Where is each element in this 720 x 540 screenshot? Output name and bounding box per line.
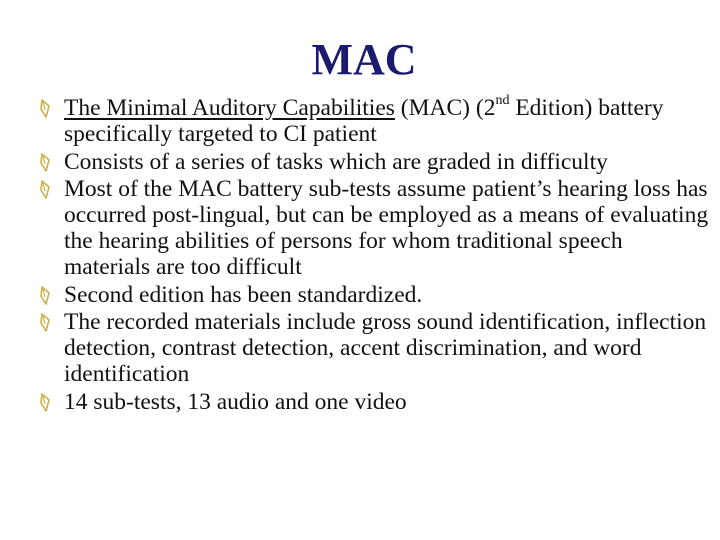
- bullet-text: Consists of a series of tasks which are graded in difficulty: [64, 148, 608, 175]
- bullet-lead-text: The Minimal Auditory Capabilities: [64, 95, 395, 121]
- bullet-text: (MAC) (2: [394, 95, 496, 121]
- pen-nib-bullet-icon: [38, 99, 54, 119]
- slide-title: MAC: [311, 35, 417, 84]
- bullet-text: Second edition has been standardized.: [64, 281, 423, 308]
- bullet-text: Edition) battery specifically targeted to CI patient: [64, 95, 664, 147]
- bullet-item: [38, 176, 712, 280]
- bullet-text: Most of the MAC battery sub-tests assume patient’s hearing loss has occurred post-lingual, but can be employed as a means of evaluating the hearing abilities of persons for whom traditional speech materials are too difficult: [64, 176, 709, 280]
- pen-nib-bullet-icon: [38, 286, 54, 306]
- bullet-item: [38, 282, 712, 308]
- ordinal-superscript: nd: [495, 93, 510, 109]
- bullet-item: [38, 389, 712, 415]
- bullet-text: 14 sub-tests, 13 audio and one video: [64, 388, 407, 415]
- bullet-list: [38, 95, 712, 416]
- pen-nib-bullet-icon: [38, 313, 54, 333]
- pen-nib-bullet-icon: [38, 153, 54, 173]
- bullet-item: [38, 149, 712, 175]
- pen-nib-bullet-icon: [38, 180, 54, 200]
- bullet-text: The recorded materials include gross sound identification, inflection detection, contrast detection, accent discrimination, and word identification: [64, 309, 707, 387]
- bullet-item: [38, 309, 712, 387]
- bullet-item: [38, 95, 712, 147]
- pen-nib-bullet-icon: [38, 393, 54, 413]
